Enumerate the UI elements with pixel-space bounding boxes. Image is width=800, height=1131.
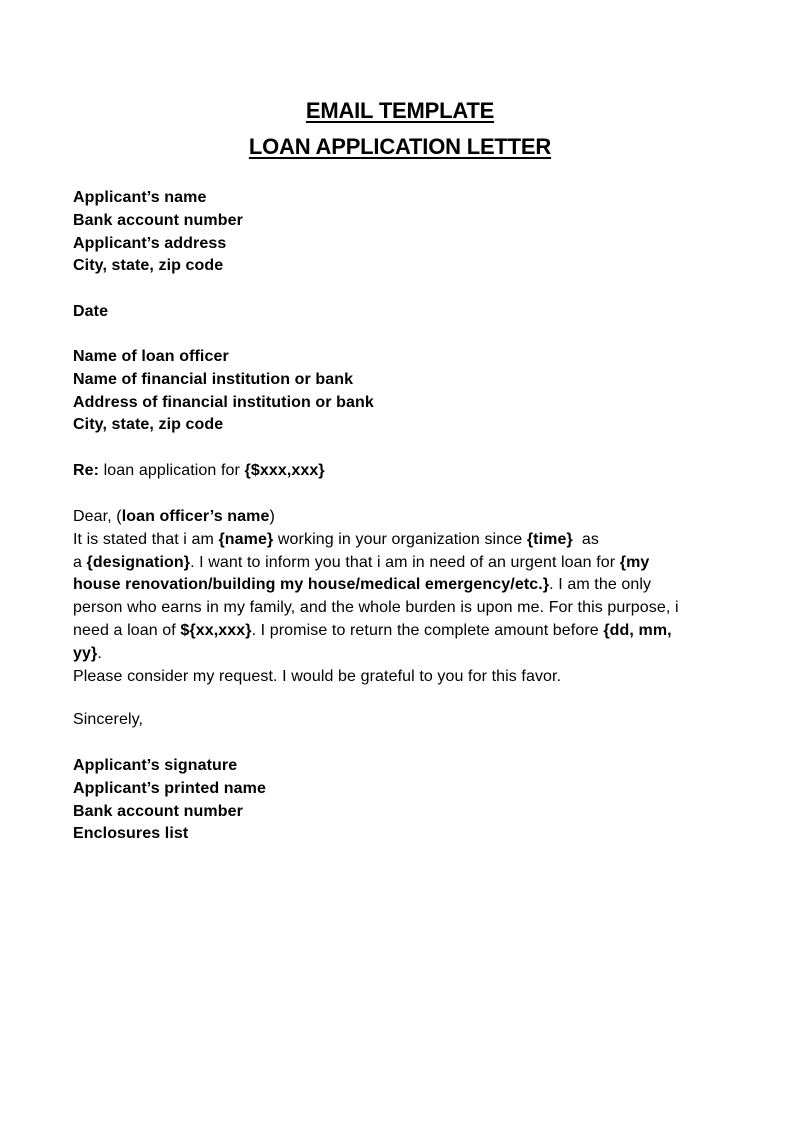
body-line-5: need a loan of ${xx,xxx}. I promise to return the complete amount before {dd, mm, [73,621,672,639]
body-line-7: Please consider my request. I would be grateful to you for this favor. [73,667,562,685]
signature-account: Bank account number [73,802,243,820]
date-label: Date [73,303,109,320]
body-line-4: person who earns in my family, and the whole burden is upon me. For this purpose, i [73,599,679,617]
subject-text: loan application for [99,462,245,479]
subject-line [73,460,325,483]
sender-address: Applicant’s address [73,234,227,252]
sender-city: City, state, zip code [73,257,224,275]
subject-label: Re: [73,462,100,479]
body-line-2: a {designation}. I want to inform you that i am in need of an urgent loan for {my [73,553,650,571]
recipient-city: City, state, zip code [73,416,224,434]
recipient-block [73,346,374,437]
body-line-6: yy}. [73,644,102,662]
title-line-1: EMAIL TEMPLATE [305,98,495,123]
signature-printed: Applicant’s printed name [73,779,266,797]
title-line-2: LOAN APPLICATION LETTER [248,134,552,159]
signature-block [73,755,266,846]
recipient-address: Address of financial institution or bank [73,393,374,411]
signature-enclosures: Enclosures list [73,825,189,843]
sender-block [73,187,243,278]
sender-name: Applicant’s name [73,189,207,206]
recipient-officer: Name of loan officer [73,348,229,365]
closing-text: Sincerely, [73,711,144,728]
salutation: Dear, (loan officer’s name) [73,508,275,525]
sender-account: Bank account number [73,211,243,229]
recipient-institution: Name of financial institution or bank [73,370,354,388]
signature-sig: Applicant’s signature [73,757,238,774]
letter-body [73,506,733,688]
subject-amount: {$xxx,xxx} [244,462,325,479]
closing-block [73,709,143,732]
body-line-3: house renovation/building my house/medical emergency/etc.}. I am the only [73,576,652,594]
date-block [73,301,108,324]
body-line-1: It is stated that i am {name} working in your organization since {time} as [73,530,600,548]
